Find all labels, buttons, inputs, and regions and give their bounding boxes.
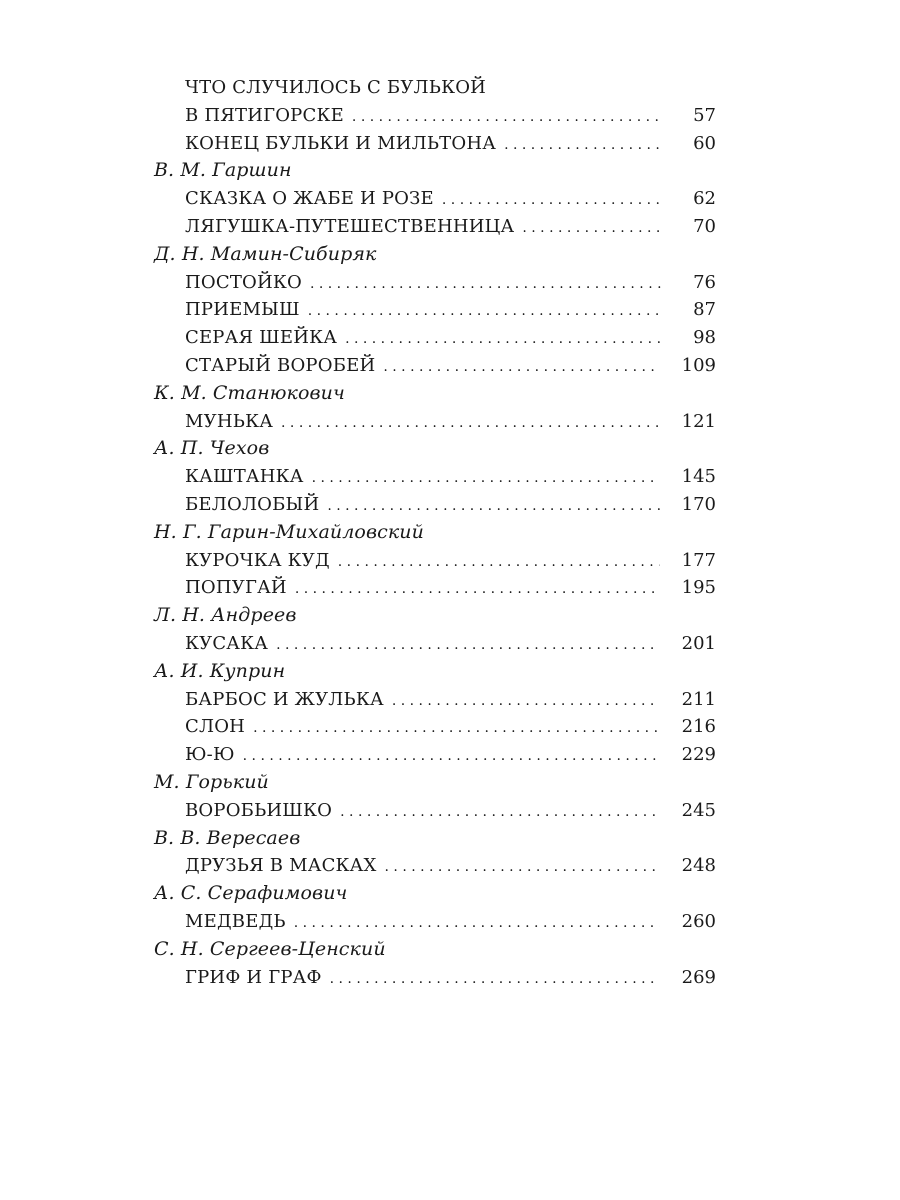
toc-entry-page-number: 145 [681,466,716,488]
toc-entry-title: ВОРОБЬИШКО [185,799,333,821]
toc-entry-title: КУСАКА [185,632,269,654]
toc-entry-title: ЛЯГУШКА-ПУТЕШЕСТВЕННИЦА [185,215,515,237]
dot-leader [294,910,660,938]
toc-entry[interactable] [0,630,716,658]
toc-entry-page-number: 201 [681,632,716,654]
toc-entry-title: ПРИЕМЫШ [185,299,300,321]
dot-leader [504,132,664,160]
toc-entry-title: ГРИФ И ГРАФ [185,966,322,988]
toc-author-heading: К. М. Станюкович [154,381,345,404]
toc-entry-title: КОНЕЦ БУЛЬКИ И МИЛЬТОНА [185,132,497,154]
toc-entry-title: КУРОЧКА КУД [185,549,330,571]
toc-entry[interactable] [0,130,716,158]
toc-entry-page-number: 269 [681,966,716,988]
table-of-contents [0,74,900,991]
toc-entry-page-number: 98 [693,327,716,349]
dot-leader [243,743,660,771]
toc-entry[interactable] [0,547,716,575]
toc-entry-title: СЛОН [185,716,246,738]
toc-entry-title: СТАРЫЙ ВОРОБЕЙ [185,354,376,376]
dot-leader [327,493,659,521]
toc-entry-page-number: 57 [693,104,716,126]
toc-author-heading: Д. Н. Мамин-Сибиряк [154,242,377,265]
toc-entry-page-number: 248 [681,855,716,877]
toc-entry[interactable] [0,102,716,130]
dot-leader [312,465,660,493]
toc-author-heading: М. Горький [154,770,269,793]
toc-entry-title: МУНЬКА [185,410,274,432]
toc-entry-title: БАРБОС И ЖУЛЬКА [185,688,384,710]
toc-entry[interactable] [0,574,716,602]
dot-leader [330,966,660,994]
toc-entry[interactable] [0,686,716,714]
dot-leader [281,410,660,438]
dot-leader [295,576,660,604]
dot-leader [340,799,660,827]
toc-entry[interactable] [0,852,716,880]
toc-entry-page-number: 177 [681,549,716,571]
toc-entry[interactable] [0,185,716,213]
toc-entry[interactable] [0,463,716,491]
toc-entry-title: СКАЗКА О ЖАБЕ И РОЗЕ [185,188,434,210]
toc-entry-page-number: 62 [693,188,716,210]
toc-entry-title: БЕЛОЛОБЫЙ [185,493,320,515]
toc-entry[interactable] [0,964,716,992]
toc-author-heading: С. Н. Сергеев-Ценский [154,937,386,960]
toc-entry-page-number: 211 [681,688,716,710]
toc-entry[interactable] [0,741,716,769]
toc-entry-page-number: 60 [693,132,716,154]
toc-entry-page-number: 121 [681,410,716,432]
toc-entry-title: ЧТО СЛУЧИЛОСЬ С БУЛЬКОЙ [185,77,487,98]
toc-author-heading: А. И. Куприн [154,659,286,682]
toc-entry-page-number: 70 [693,215,716,237]
toc-author-heading: В. М. Гаршин [154,159,292,182]
toc-entry-page-number: 245 [681,799,716,821]
dot-leader [253,715,660,743]
toc-entry[interactable] [0,74,716,102]
toc-entry-page-number: 87 [693,299,716,321]
toc-author-heading: В. В. Вересаев [154,826,301,849]
toc-entry[interactable] [0,408,716,436]
toc-entry-title: Ю-Ю [185,744,235,766]
dot-leader [352,104,664,132]
toc-entry-page-number: 109 [681,354,716,376]
dot-leader [345,326,664,354]
toc-entry-title: В ПЯТИГОРСКЕ [185,104,344,126]
toc-entry-page-number: 76 [693,271,716,293]
toc-entry[interactable] [0,908,716,936]
toc-entry-title: ПОПУГАЙ [185,577,287,599]
dot-leader [383,354,659,382]
toc-entry-title: СЕРАЯ ШЕЙКА [185,327,338,349]
toc-entry-page-number: 195 [681,577,716,599]
dot-leader [385,854,660,882]
toc-entry-page-number: 229 [681,744,716,766]
dot-leader [442,187,664,215]
toc-entry-page-number: 260 [681,910,716,932]
toc-entry[interactable] [0,352,716,380]
toc-entry[interactable] [0,797,716,825]
dot-leader [338,549,660,577]
toc-entry[interactable] [0,324,716,352]
toc-entry-page-number: 170 [681,493,716,515]
dot-leader [308,298,664,326]
toc-author-heading: А. П. Чехов [154,437,270,460]
toc-entry[interactable] [0,269,716,297]
toc-author-heading: Н. Г. Гарин-Михайловский [154,520,424,543]
dot-leader [392,688,660,716]
dot-leader [276,632,660,660]
toc-entry-title: ДРУЗЬЯ В МАСКАХ [185,855,377,877]
toc-entry[interactable] [0,491,716,519]
dot-leader [310,271,664,299]
toc-entry-page-number: 216 [681,716,716,738]
toc-author-heading: Л. Н. Андреев [154,604,297,627]
dot-leader [522,215,664,243]
toc-entry-title: МЕДВЕДЬ [185,910,286,932]
toc-author-heading: А. С. Серафимович [154,882,348,905]
toc-entry-title: ПОСТОЙКО [185,271,302,293]
toc-entry[interactable] [0,713,716,741]
toc-entry[interactable] [0,213,716,241]
toc-entry[interactable] [0,296,716,324]
toc-entry-title: КАШТАНКА [185,466,304,488]
